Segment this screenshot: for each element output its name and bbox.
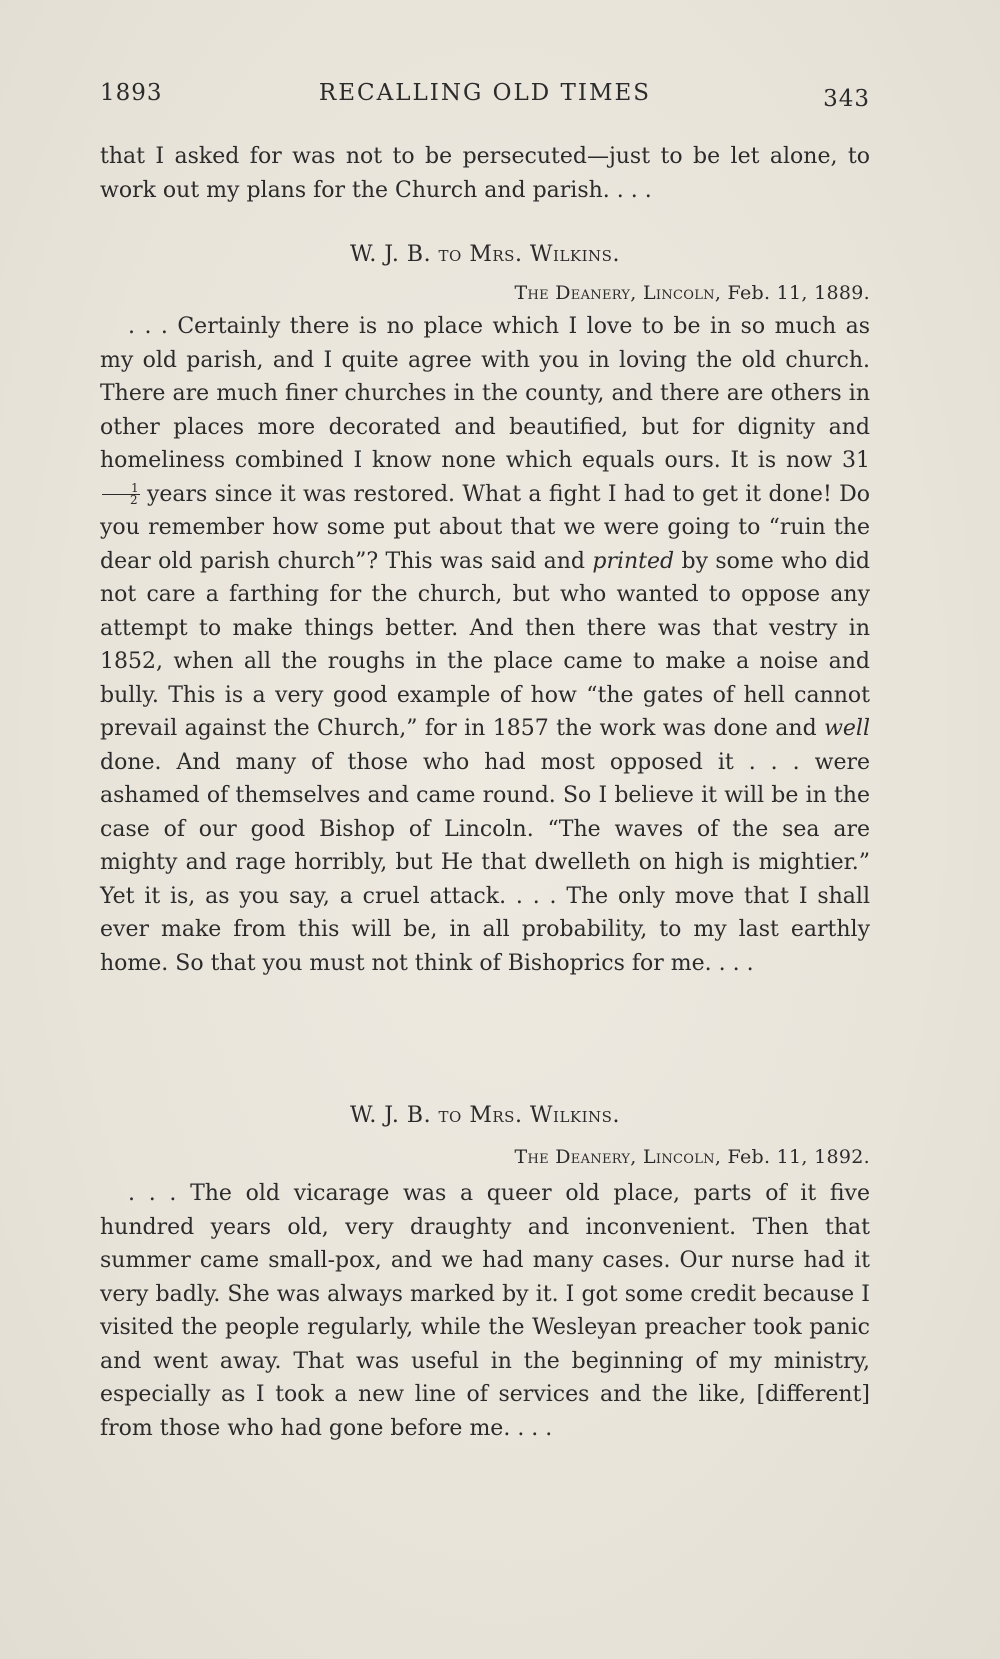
letter-1-place: The Deanery, Lincoln, (514, 282, 722, 304)
emphasis-well: well (824, 716, 870, 741)
fraction-one-half (102, 483, 140, 506)
letter-1-text-part-2: years since it was restored. What a fight I had to get it done! Do you remember how some put about that we were going to “ruin the dear old parish church”? This was said and (100, 481, 870, 574)
letter-1-heading: W. J. B. to Mrs. Wilkins. (350, 242, 620, 267)
fraction-numerator: 1 (102, 483, 140, 495)
letter-1-text-part-1: . . . Certainly there is no place which I love to be in so much as my old parish, and I quite agree with you in loving the old church. There are much finer churches in the county, and there are others in other places more decorated and beautified, but for dignity and homeliness combined I know none which equals ours. It is now 31 (100, 314, 870, 473)
letter-1-paragraph (100, 310, 870, 980)
fraction-denominator: 2 (130, 493, 138, 507)
letter-2-text: . . . The old vicarage was a queer old place, parts of it five hundred years old, very draughty and inconvenient. Then that summer came small-pox, and we had many cases. Our nurse had it very badly. She was always marked by it. I got some credit because I visited the people regularly, while the Wesleyan preacher took panic and went away. That was useful in the beginning of my ministry, especially as I took a new line of services and the like, [different] from those who had gone before me. . . . (100, 1181, 870, 1441)
letter-2-dateline (100, 1146, 870, 1168)
letter-2-place: The Deanery, Lincoln, (514, 1146, 722, 1168)
running-head-year: 1893 (100, 80, 163, 106)
letter-1-text-part-4: done. And many of those who had most opposed it . . . were ashamed of themselves and came round. So I believe it will be in the case of our good Bishop of Lincoln. “The waves of the sea are mighty and rage horribly, but He that dwelleth on high is mightier.” Yet it is, as you say, a cruel attack. . . . The only move that I shall ever make from this will be, in all probability, to my last earthly home. So that you must not think of Bishoprics for me. . . . (100, 749, 870, 976)
running-head (100, 80, 870, 110)
emphasis-printed: printed (592, 548, 675, 574)
opening-paragraph (100, 140, 870, 207)
letter-1-dateline (100, 282, 870, 304)
letter-2-body (100, 1177, 870, 1445)
page-number: 343 (823, 86, 870, 112)
letter-1-text-part-3: by some who did not care a farthing for the church, but who wanted to oppose any attempt to make things better. And then there was that vestry in 1852, when all the roughs in the place came to make a noise and bully. This is a very good example of how “the gates of hell cannot prevail against the Church,” for in 1857 the work was done and (100, 548, 870, 741)
running-head-title: RECALLING OLD TIMES (318, 80, 652, 106)
letter-1-body (100, 310, 870, 980)
opening-text: that I asked for was not to be persecuted—just to be let alone, to work out my plans for the Church and parish. . . . (100, 144, 870, 203)
letter-2-heading: W. J. B. to Mrs. Wilkins. (350, 1103, 620, 1128)
letter-1-date: Feb. 11, 1889. (727, 282, 870, 304)
letter-2-date: Feb. 11, 1892. (727, 1146, 870, 1168)
